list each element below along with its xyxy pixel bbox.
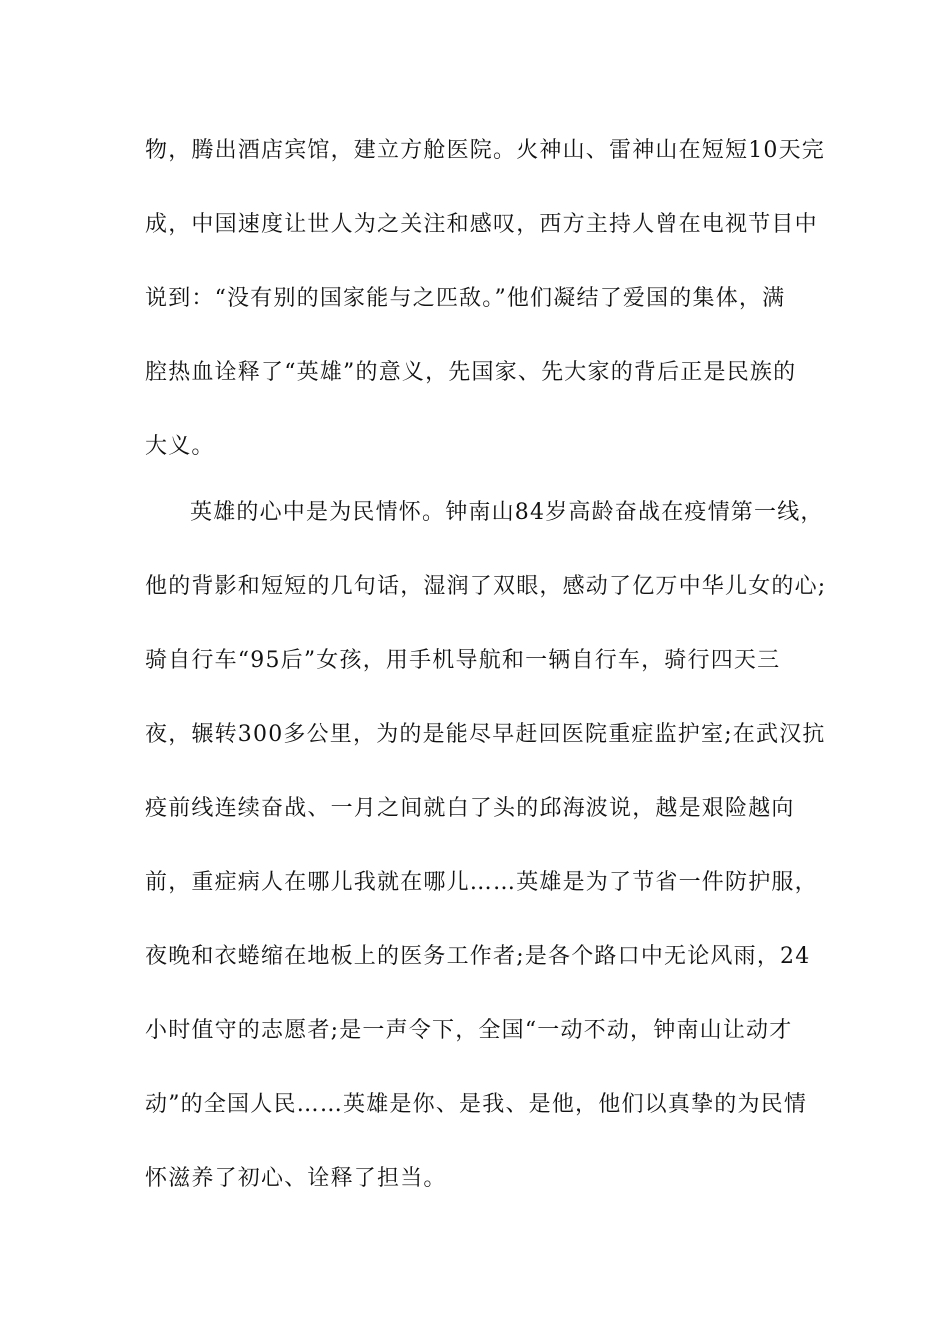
- paragraph-1-line-5: 大义。: [145, 434, 215, 459]
- paragraph-2-line-10: 怀滋养了初心、诠释了担当。: [145, 1166, 447, 1191]
- paragraph-2-line-7: 夜晚和衣蜷缩在地板上的医务工作者;是各个路口中无论风雨，24: [145, 944, 811, 969]
- paragraph-1-line-3: 说到：“没有别的国家能与之匹敌。”他们凝结了爱国的集体，满: [145, 286, 786, 311]
- paragraph-2-line-2: 他的背影和短短的几句话，湿润了双眼，感动了亿万中华儿女的心;: [145, 574, 827, 599]
- paragraph-2-line-1: 英雄的心中是为民情怀。钟南山84岁高龄奋战在疫情第一线，: [190, 500, 824, 525]
- paragraph-1-line-2: 成，中国速度让世人为之关注和感叹，西方主持人曾在电视节目中: [145, 212, 818, 237]
- paragraph-2-line-9: 动”的全国人民……英雄是你、是我、是他，他们以真挚的为民情: [145, 1092, 808, 1117]
- paragraph-2-line-5: 疫前线连续奋战、一月之间就白了头的邱海波说，越是艰险越向: [145, 796, 795, 821]
- paragraph-2-line-6: 前，重症病人在哪儿我就在哪儿……英雄是为了节省一件防护服，: [145, 870, 818, 895]
- paragraph-1-line-4: 腔热血诠释了“英雄”的意义，先国家、先大家的背后正是民族的: [145, 360, 797, 385]
- paragraph-2-line-8: 小时值守的志愿者;是一声令下，全国“一动不动，钟南山让动才: [145, 1018, 793, 1043]
- paragraph-2-line-4: 夜，辗转300多公里，为的是能尽早赶回医院重症监护室;在武汉抗: [145, 722, 826, 747]
- paragraph-1-line-1: 物，腾出酒店宾馆，建立方舱医院。火神山、雷神山在短短10天完: [145, 138, 825, 163]
- paragraph-2-line-3: 骑自行车“95后”女孩，用手机导航和一辆自行车，骑行四天三: [145, 648, 781, 673]
